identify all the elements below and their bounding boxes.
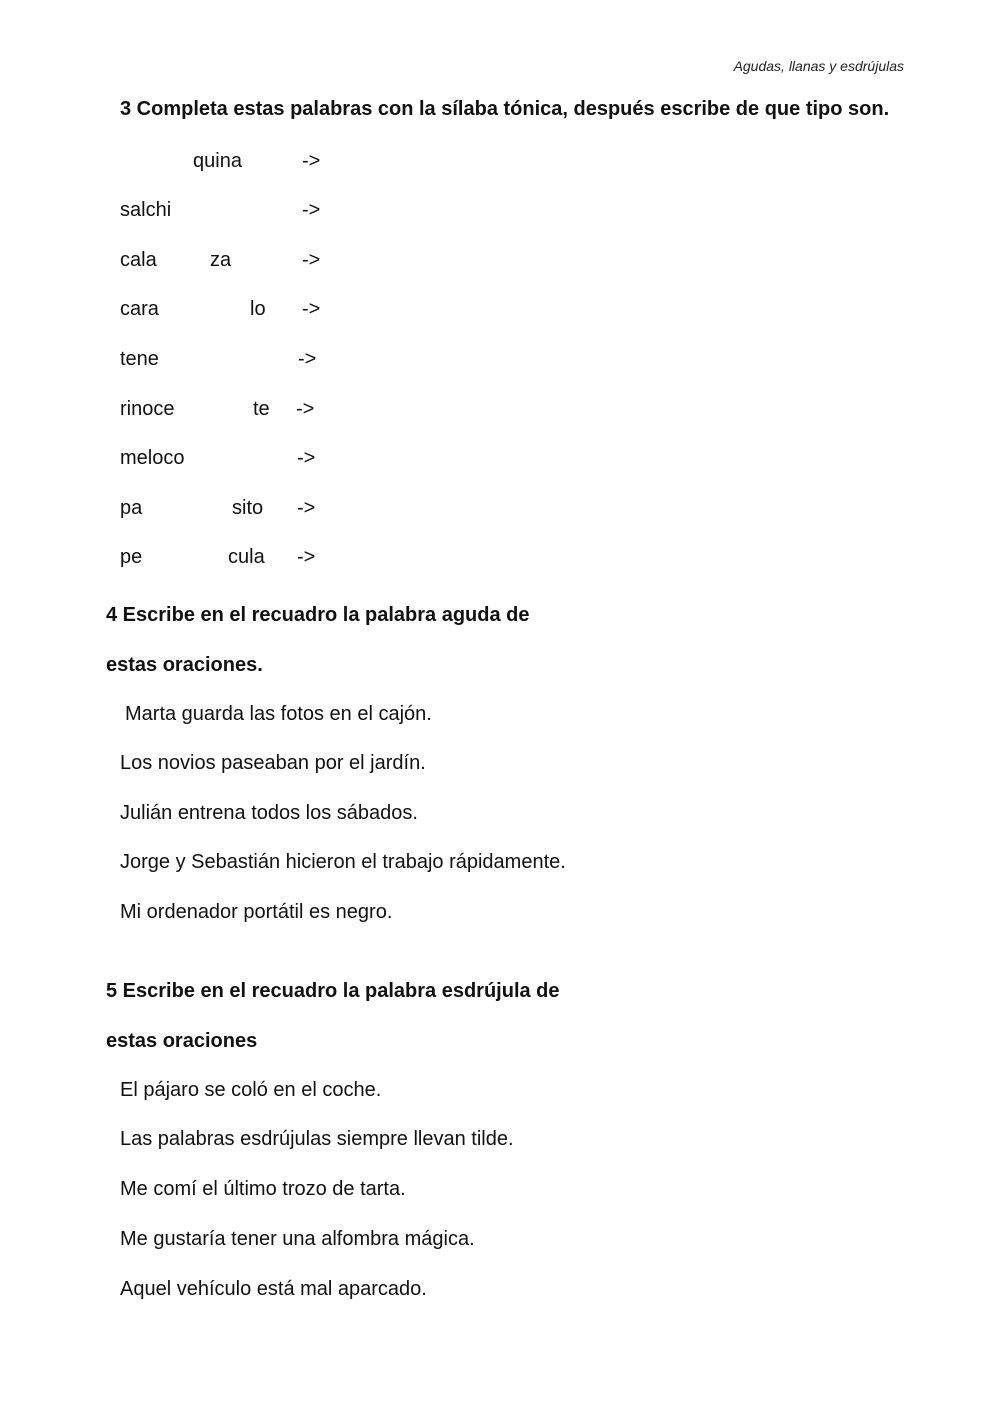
arrow: ->: [297, 546, 316, 568]
arrow: ->: [297, 447, 316, 469]
word-row: [0, 398, 1000, 428]
word-row: [0, 298, 1000, 328]
word-prefix: pa: [120, 497, 143, 519]
exercise-5-title-line-2: estas oraciones: [106, 1030, 258, 1052]
word-prefix: tene: [120, 348, 159, 370]
sentence: Las palabras esdrújulas siempre llevan tilde.: [120, 1128, 514, 1150]
header-note: Agudas, llanas y esdrújulas: [733, 58, 904, 74]
word-suffix: lo: [250, 298, 266, 320]
word-suffix: za: [210, 249, 232, 271]
word-prefix: rinoce: [120, 398, 175, 420]
sentence: Aquel vehículo está mal aparcado.: [120, 1278, 427, 1300]
word-suffix: quina: [193, 150, 242, 172]
word-suffix: sito: [232, 497, 264, 519]
word-prefix: salchi: [120, 199, 172, 221]
exercise-5-title-line-1: 5 Escribe en el recuadro la palabra esdrújula de: [106, 980, 560, 1002]
sentence: Me comí el último trozo de tarta.: [120, 1178, 406, 1200]
word-prefix: cala: [120, 249, 157, 271]
sentence: Los novios paseaban por el jardín.: [120, 752, 426, 774]
word-suffix: te: [253, 398, 270, 420]
word-row: [0, 150, 1000, 180]
sentence: El pájaro se coló en el coche.: [120, 1079, 382, 1101]
word-row: [0, 546, 1000, 576]
arrow: ->: [297, 497, 316, 519]
arrow: ->: [302, 199, 321, 221]
word-prefix: cara: [120, 298, 159, 320]
sentence: Me gustaría tener una alfombra mágica.: [120, 1228, 475, 1250]
arrow: ->: [302, 150, 321, 172]
exercise-3-title: 3 Completa estas palabras con la sílaba tónica, después escribe de que tipo son.: [120, 98, 890, 120]
sentence: Julián entrena todos los sábados.: [120, 802, 418, 824]
word-prefix: pe: [120, 546, 143, 568]
sentence: Mi ordenador portátil es negro.: [120, 901, 393, 923]
arrow: ->: [296, 398, 315, 420]
word-row: [0, 249, 1000, 279]
word-row: [0, 497, 1000, 527]
word-row: [0, 447, 1000, 477]
exercise-4-title-line-2: estas oraciones.: [106, 654, 263, 676]
word-row: [0, 348, 1000, 378]
exercise-4-title-line-1: 4 Escribe en el recuadro la palabra aguda de: [106, 604, 530, 626]
sentence: Jorge y Sebastián hicieron el trabajo rápidamente.: [120, 851, 566, 873]
sentence: Marta guarda las fotos en el cajón.: [125, 703, 432, 725]
word-suffix: cula: [228, 546, 265, 568]
arrow: ->: [302, 249, 321, 271]
word-prefix: meloco: [120, 447, 185, 469]
word-row: [0, 199, 1000, 229]
arrow: ->: [298, 348, 317, 370]
arrow: ->: [302, 298, 321, 320]
